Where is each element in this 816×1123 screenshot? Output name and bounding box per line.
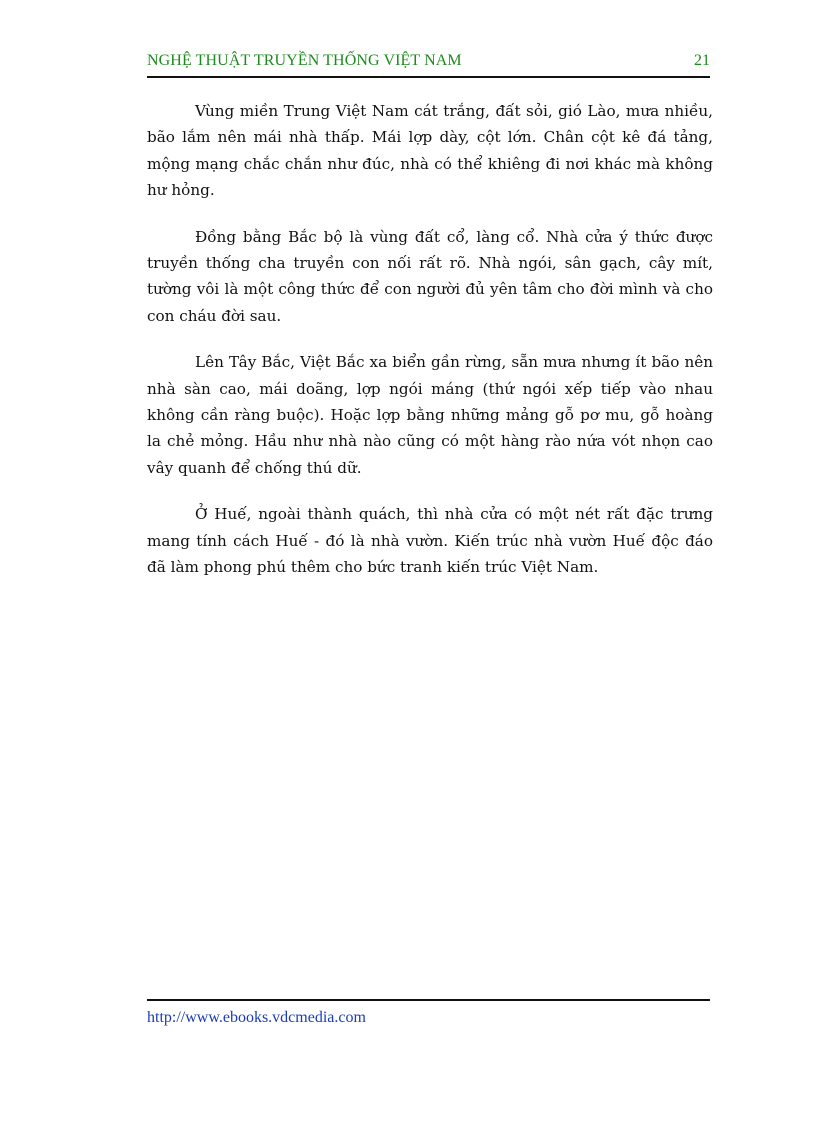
paragraph-northwest: Lên Tây Bắc, Việt Bắc xa biển gần rừng, sẵn mưa nhưng ít bão nên nhà sàn cao, mái doãng, lợp ngói máng (thứ ngói xếp tiếp vào nhau không cần ràng buộc). Hoặc lợp bằng những mảng gỗ pơ mu, gỗ hoàng la chẻ mỏng. Hầu như nhà nào cũng có một hàng rào nứa vót nhọn cao vây quanh để chống thú dữ.	[147, 353, 713, 477]
running-title: NGHỆ THUẬT TRUYỀN THỐNG VIỆT NAM	[147, 52, 462, 69]
page-number: 21	[694, 52, 710, 69]
paragraph-northern-delta: Đồng bằng Bắc bộ là vùng đất cổ, làng cổ. Nhà cửa ý thức được truyền thống cha truyền con nối rất rõ. Nhà ngói, sân gạch, cây mít, tường vôi là một công thức để con người đủ yên tâm cho đời mình và cho con cháu đời sau.	[147, 227, 713, 325]
paragraph-central-vietnam: Vùng miền Trung Việt Nam cát trắng, đất sỏi, gió Lào, mưa nhiều, bão lắm nên mái nhà thấp. Mái lợp dày, cột lớn. Chân cột kê đá tảng, mộng mạng chắc chắn như đúc, nhà có thể khiêng đi nơi khác mà không hư hỏng.	[147, 102, 713, 200]
paragraph-hue: Ở Huế, ngoài thành quách, thì nhà cửa có một nét rất đặc trưng mang tính cách Huế - đó là nhà vườn. Kiến trúc nhà vườn Huế độc đáo đã làm phong phú thêm cho bức tranh kiến trúc Việt Nam.	[147, 505, 713, 577]
body-text	[147, 98, 713, 601]
footer-website-link[interactable]: http://www.ebooks.vdcmedia.com	[147, 1009, 366, 1026]
page-footer	[147, 999, 710, 1027]
page-header	[147, 52, 710, 78]
